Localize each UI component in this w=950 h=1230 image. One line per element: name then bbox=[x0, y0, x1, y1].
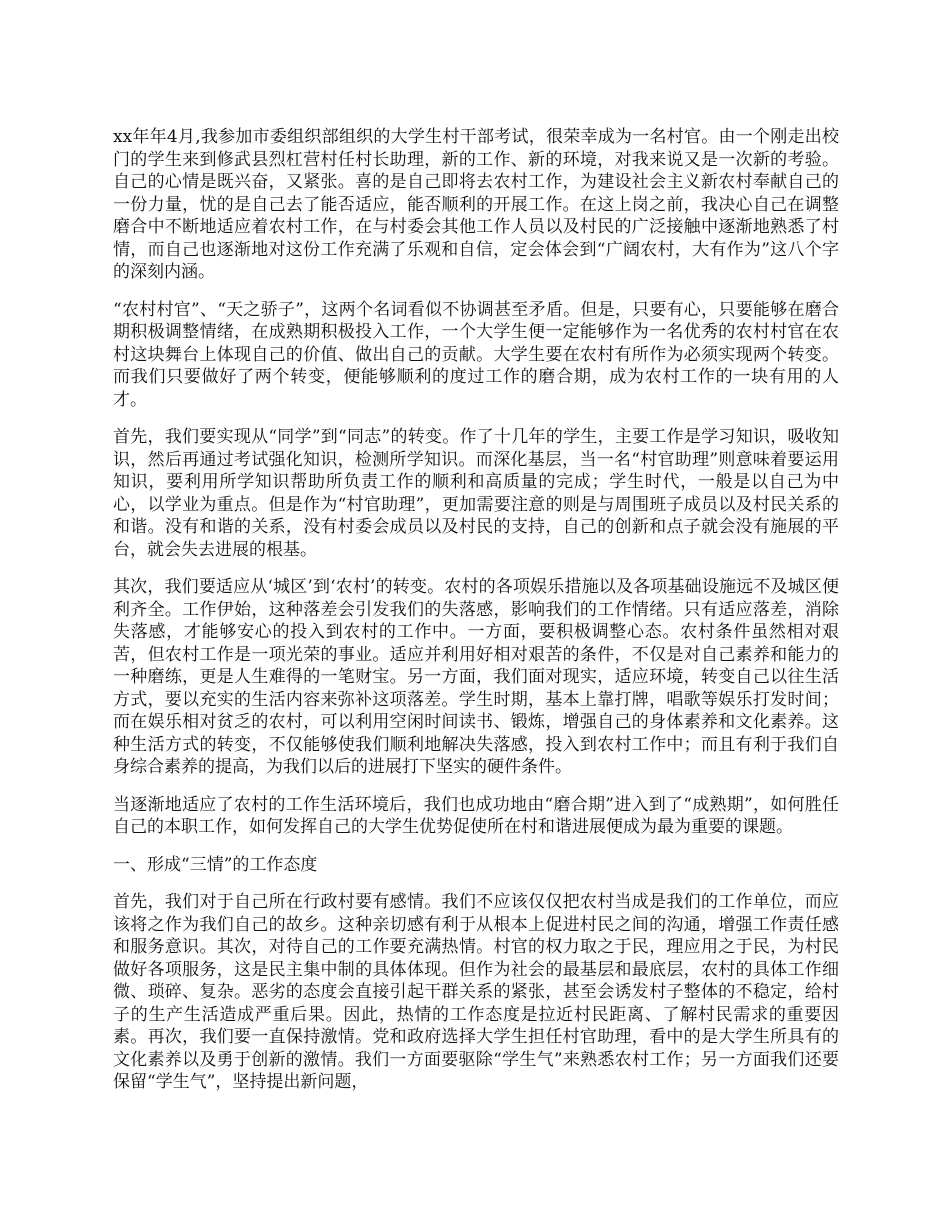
section-heading: 一、形成“三情”的工作态度 bbox=[113, 854, 318, 875]
paragraph-intro: xx年年4月,我参加市委组织部组织的大学生村干部考试，很荣幸成为一名村官。由一个刚走出校门的学生来到修武县烈杠营村任村长助理，新的工作、新的环境，对我来说又是一次新的考验。自己的心情是既兴奋，又紧张。喜的是自己即将去农村工作，为建设社会主义新农村奉献自己的一份力量，忧的是自己去了能否适应，能否顺利的开展工作。在这上岗之前，我决心自己在调整磨合中不断地适应着农村工作，在与村委会其他工作人员以及村民的广泛接触中逐渐地熟悉了村情，而自己也逐渐地对这份工作充满了乐观和自信，定会体会到“广阔农村，大有作为”这八个字的深刻内涵。 bbox=[113, 127, 839, 282]
paragraph-village-official: “农村村官”、“天之骄子”，这两个名词看似不协调甚至矛盾。但是，只要有心，只要能够在磨合期积极调整情绪，在成熟期积极投入工作，一个大学生便一定能够作为一名优秀的农村村官在农村这块舞台上体现自己的价值、做出自己的贡献。大学生要在农村有所作为必须实现两个转变。而我们只要做好了两个转变，便能够顺利的度过工作的磨合期，成为农村工作的一块有用的人才。 bbox=[113, 299, 839, 410]
paragraph-second-transition: 其次，我们要适应从‘城区’到‘农村’的转变。农村的各项娱乐措施以及各项基础设施远不及城区便利齐全。工作伊始，这种落差会引发我们的失落感，影响我们的工作情绪。只有适应落差，消除失落感，才能够安心的投入到农村的工作中。一方面，要积极调整心态。农村条件虽然相对艰苦，但农村工作是一项光荣的事业。适应并利用好相对艰苦的条件，不仅是对自己素养和能力的一种磨练，更是人生难得的一笔财宝。另一方面，我们面对现实，适应环境，转变自己以往生活方式，要以充实的生活内容来弥补这项落差。学生时期，基本上靠打牌，唱歌等娱乐打发时间；而在娱乐相对贫乏的农村，可以利用空闲时间读书、锻炼，增强自己的身体素养和文化素养。这种生活方式的转变，不仅能够使我们顺利地解决失落感，投入到农村工作中；而且有利于我们自身综合素养的提高，为我们以后的进展打下坚实的硬件条件。 bbox=[113, 577, 839, 777]
paragraph-three-feelings: 首先，我们对于自己所在行政村要有感情。我们不应该仅仅把农村当成是我们的工作单位，而应该将之作为我们自己的故乡。这种亲切感有利于从根本上促进村民之间的沟通，增强工作责任感和服务意识。其次，对待自己的工作要充满热情。村官的权力取之于民，理应用之于民，为村民做好各项服务，这是民主集中制的具体体现。但作为社会的最基层和最底层，农村的具体工作细微、琐碎、复杂。恶劣的态度会直接引起干群关系的紧张，甚至会诱发村子整体的不稳定，给村子的生产生活造成严重后果。因此，热情的工作态度是拉近村民距离、了解村民需求的重要因素。再次，我们要一直保持激情。党和政府选择大学生担任村官助理，看中的是大学生所具有的文化素养以及勇于创新的激情。我们一方面要驱除“学生气”来熟悉农村工作；另一方面我们还要保留“学生气”，坚持提出新问题， bbox=[113, 892, 839, 1092]
paragraph-first-transition: 首先，我们要实现从“同学”到“同志”的转变。作了十几年的学生，主要工作是学习知识，吸收知识，然后再通过考试强化知识，检测所学知识。而深化基层，当一名“村官助理”则意味着要运用知识，要利用所学知识帮助所负责工作的顺利和高质量的完成；学生时代，一般是以自己为中心，以学业为重点。但是作为“村官助理”，更加需要注意的则是与周围班子成员以及村民关系的和谐。没有和谐的关系，没有村委会成员以及村民的支持，自己的创新和点子就会没有施展的平台，就会失去进展的根基。 bbox=[113, 427, 839, 560]
paragraph-maturity: 当逐渐地适应了农村的工作生活环境后，我们也成功地由“磨合期”进入到了“成熟期”，如何胜任自己的本职工作，如何发挥自己的大学生优势促使所在村和谐进展便成为最为重要的课题。 bbox=[113, 794, 839, 837]
document-body bbox=[113, 126, 839, 1109]
